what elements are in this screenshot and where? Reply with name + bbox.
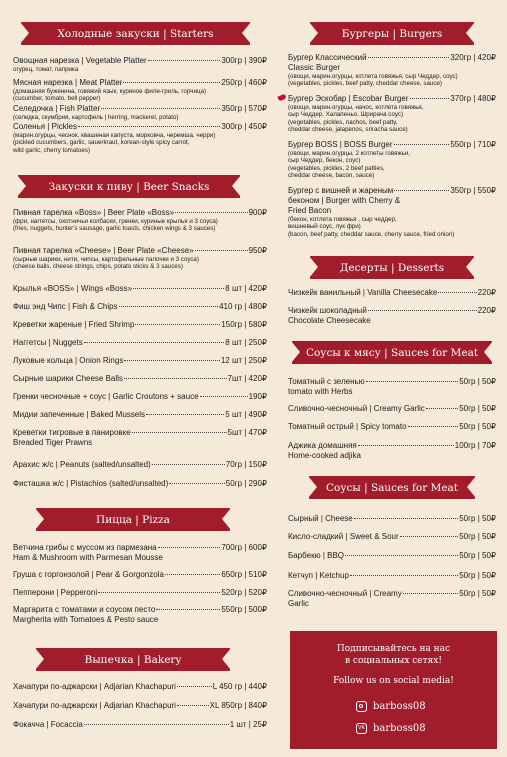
menu-item-price: 50гр | 50₽ (459, 422, 496, 431)
menu-item-price: L 450 гр | 440₽ (212, 682, 267, 691)
menu-item (288, 551, 496, 561)
menu-item (13, 208, 267, 233)
section-banner-meat-sauces: Соусы к мясу | Sauces for Meat (292, 341, 492, 364)
menu-item-price: 50гр | 50₽ (459, 514, 496, 523)
menu-item-name: Груша с горгонзолой | Pear & Gorgonzola (13, 570, 164, 579)
dot-leader (177, 686, 212, 687)
menu-item-name: Фисташка ж/с | Pistachios (salted/unsalted) (13, 479, 169, 488)
menu-item-name: Креветки тигровые в панировке (13, 428, 131, 437)
menu-item-line (13, 338, 267, 348)
dot-leader (146, 414, 224, 415)
menu-item-name: Бургер Эскобар | Escobar Burger (288, 94, 409, 103)
dot-leader (124, 360, 220, 361)
menu-item-line (288, 377, 496, 387)
menu-item (288, 532, 496, 542)
dot-leader (350, 575, 458, 576)
vk-handle: barboss08 (373, 723, 426, 734)
menu-item (288, 422, 496, 432)
dot-leader (124, 378, 227, 379)
menu-item-line (13, 479, 267, 489)
menu-item (13, 720, 267, 730)
vk-icon: VK (356, 723, 367, 734)
menu-item-price: 550гр | 710₽ (450, 140, 496, 149)
menu-item-line (288, 140, 496, 150)
menu-item-name: Селедочка | Fish Platter (13, 104, 101, 113)
menu-item-line (288, 441, 496, 451)
menu-item (288, 140, 496, 180)
menu-item-name: Сливочно-чесночный | Creamy (288, 589, 402, 598)
menu-item-price: 190₽ (248, 392, 267, 401)
social-promo (290, 631, 497, 749)
dot-leader (175, 212, 248, 213)
menu-item-price: 950₽ (248, 246, 267, 255)
menu-item-line (13, 428, 267, 438)
dot-leader (426, 408, 458, 409)
dot-leader (438, 292, 476, 293)
chili-pepper-icon (277, 94, 286, 102)
menu-item-line (13, 56, 267, 66)
menu-item-price: 50гр | 50₽ (459, 377, 496, 386)
menu-item (13, 682, 267, 692)
menu-item-line (13, 320, 267, 330)
menu-item-name: Пивная тарелка «Boss» | Beer Plate «Boss» (13, 208, 175, 217)
menu-item (13, 410, 267, 420)
menu-item-description: (vegetables, pickles, 2 beef patties, (288, 164, 385, 172)
menu-item-description: (бекон, котлета говяжья , сыр чеддер, (288, 216, 397, 223)
dot-leader (101, 108, 220, 109)
menu-item-description: cheddar cheese, bacon, sauce) (288, 172, 375, 180)
menu-item-price: 50гр | 290₽ (225, 479, 267, 488)
menu-item-description: вишневый соус, лук фри) (288, 223, 361, 231)
menu-item (13, 320, 267, 330)
menu-item-price: 5 шт | 490₽ (225, 410, 267, 419)
menu-item (13, 460, 267, 470)
dot-leader (84, 342, 225, 343)
menu-item (288, 288, 496, 298)
menu-item-name-continued: tomato with Herbs (288, 387, 353, 396)
menu-item-line (13, 208, 267, 218)
menu-item-line (13, 392, 267, 402)
menu-item-line (288, 589, 496, 599)
menu-item-description: сыр Чеддер, бекон, соус) (288, 157, 361, 165)
menu-item-description: (овощи, марин.огурцы, начос, котлета говяжья, (288, 104, 424, 111)
menu-item-price: 350гр | 570₽ (221, 104, 267, 113)
dot-leader (84, 724, 229, 725)
menu-item-name: Кисло-сладкий | Sweet & Sour (288, 532, 399, 541)
dot-leader (158, 547, 221, 548)
menu-item-name-continued: Fried Bacon (288, 206, 332, 215)
menu-item-line (13, 570, 267, 580)
menu-item (288, 306, 496, 326)
menu-item (13, 104, 267, 121)
promo-line-3: Follow us on social media! (333, 676, 454, 686)
menu-item-price: 70гр | 150₽ (225, 460, 267, 469)
menu-item (13, 392, 267, 402)
menu-item-line (13, 460, 267, 470)
dot-leader (366, 381, 459, 382)
dot-leader (408, 426, 459, 427)
menu-item-description: (cheese balls, cheese strings, chips, potato sticks & 3 sauces) (13, 263, 183, 271)
menu-item-price: 370гр | 480₽ (450, 94, 496, 103)
dot-leader (133, 288, 224, 289)
menu-item (13, 246, 267, 271)
menu-item-name: Фиш энд Чипс | Fish & Chips (13, 302, 118, 311)
dot-leader (400, 536, 459, 537)
menu-item-price: 12 шт | 250₽ (220, 356, 267, 365)
section-banner-burgers: Бургеры | Burgers (310, 22, 474, 45)
menu-item-line (13, 284, 267, 294)
dot-leader (123, 82, 220, 83)
menu-item-line (13, 588, 267, 598)
dot-leader (152, 464, 225, 465)
menu-item-line (288, 288, 496, 298)
dot-leader (410, 98, 450, 99)
dot-leader (177, 705, 209, 706)
menu-item-name: Хачапури по-аджарски | Adjarian Khachapuri (13, 701, 176, 710)
menu-item-name: Сливочно-чесночный | Creamy Garlic (288, 404, 425, 413)
menu-item-price: 900₽ (248, 208, 267, 217)
menu-item-description: огурец, томат, паприка (13, 66, 79, 73)
menu-item-price: 300гр | 390₽ (221, 56, 267, 65)
menu-item-price: 1 шт | 25₽ (229, 720, 267, 729)
menu-item-line (13, 682, 267, 692)
menu-item-name: Хачапури по-аджарски | Adjarian Khachapuri (13, 682, 176, 691)
menu-item-name: Наггетсы | Nuggets (13, 338, 83, 347)
menu-item-price: 700гр | 600₽ (221, 543, 267, 552)
menu-item-price: 50гр | 50₽ (459, 404, 496, 413)
section-banner-sauces: Соусы | Sauces for Meat (309, 476, 475, 499)
dot-leader (354, 518, 459, 519)
dot-leader (132, 432, 227, 433)
menu-item-line (288, 571, 496, 581)
dot-leader (98, 592, 220, 593)
menu-item-name: Луковые кольца | Onion Rings (13, 356, 124, 365)
menu-item (13, 479, 267, 489)
menu-item-line (288, 306, 496, 316)
menu-item-name-continued: беконом | Burger with Cherry & (288, 196, 401, 205)
menu-item-name-continued: Chocolate Cheesecake (288, 316, 371, 325)
vk-link[interactable] (356, 723, 426, 734)
dot-leader (119, 306, 219, 307)
menu-item (13, 543, 267, 563)
menu-item-price: 520гр | 520₽ (221, 588, 267, 597)
menu-item-price: 320гр | 420₽ (450, 53, 496, 62)
menu-item-name-continued: Home-cooked adjika (288, 451, 361, 460)
menu-item-name: Гренки чесночные + соус | Garlic Croutons + sauce (13, 392, 199, 401)
menu-item (13, 428, 267, 448)
menu-item-price: 350гр | 550₽ (450, 186, 496, 195)
menu-item-name: Фокачча | Focaccia (13, 720, 83, 729)
menu-item-description: (fries, nuggets, hunter's sausage, garlic toasts, chicken wings & 3 sauces) (13, 225, 216, 233)
menu-item-line (13, 78, 267, 88)
dot-leader (78, 126, 220, 127)
menu-item-name: Овощная нарезка | Vegetable Platter (13, 56, 147, 65)
section-banner-pizza: Пицца | Pizza (36, 508, 230, 531)
menu-item-line (288, 532, 496, 542)
menu-item-description: (cucumber, tomato, bell pepper) (13, 95, 101, 103)
menu-item-price: 50гр | 50₽ (459, 571, 496, 580)
menu-item-line (288, 186, 496, 196)
dot-leader (358, 445, 454, 446)
dot-leader (200, 396, 248, 397)
menu-item (288, 441, 496, 461)
menu-item (13, 588, 267, 598)
menu-item-line (13, 356, 267, 366)
menu-item (13, 302, 267, 312)
section-banner-bakery: Выпечка | Bakery (36, 648, 230, 671)
menu-item-price: XL 850гр | 840₽ (209, 701, 267, 710)
menu-item-price: 220₽ (477, 306, 496, 315)
dot-leader (169, 483, 225, 484)
promo-line-1: Подписывайтесь на нас (336, 644, 451, 654)
menu-item (13, 356, 267, 366)
menu-item-name: Маргарита с томатами и соусом песто (13, 605, 156, 614)
menu-item (13, 374, 267, 384)
menu-item (288, 53, 496, 88)
section-banner-starters: Холодные закуски | Starters (21, 22, 250, 45)
promo-line-2: в социальных сетях! (345, 656, 442, 666)
dot-leader (394, 144, 450, 145)
menu-item-name: Пепперони | Pepperoni (13, 588, 98, 597)
menu-item-line (13, 302, 267, 312)
menu-item-line (288, 551, 496, 561)
menu-item-description: (овощи, марин.огурцы, 2 котлеты говяжьи, (288, 150, 410, 157)
menu-item (288, 404, 496, 414)
menu-item (13, 284, 267, 294)
menu-item-description: (селедка, скумбрия, картофель | herring, mackerel, potato) (13, 114, 179, 121)
menu-item-line (13, 122, 267, 132)
menu-item-name: Чизкейк шоколадный (288, 306, 367, 315)
menu-item-name-continued: Margherita with Tomatoes & Pesto sauce (13, 615, 159, 624)
menu-item-description: (pickled cucumbers, garlic, sauerkraut, korean-style spicy carrot, (13, 139, 190, 147)
menu-item-line (288, 404, 496, 414)
menu-item-price: 550гр | 500₽ (221, 605, 267, 614)
menu-item-line (13, 374, 267, 384)
menu-item-price: 5шт | 470₽ (227, 428, 267, 437)
menu-item-description: (bacon, beef patty, cheddar sauce, cherry sauce, fried onion) (288, 230, 455, 238)
menu-item-price: 650гр | 510₽ (221, 570, 267, 579)
menu-item-name: Аджика домашняя (288, 441, 357, 450)
menu-item (288, 377, 496, 397)
menu-item-line (13, 543, 267, 553)
menu-item-description: (сырные шарики, нити, чипсы, картофельные палочки и 3 соуса) (13, 256, 199, 263)
menu-item-price: 50гр | 50₽ (459, 551, 496, 560)
menu-item-name: Сырный | Cheese (288, 514, 353, 523)
menu-item-name: Мидии запеченные | Baked Mussels (13, 410, 146, 419)
menu-item-line (288, 514, 496, 524)
menu-item-name: Мясная нарезка | Meat Platter (13, 78, 123, 87)
menu-item-description: cheddar cheese, jalapenos, sriracha sauce) (288, 126, 408, 134)
instagram-link[interactable] (356, 701, 426, 712)
menu-item (13, 78, 267, 103)
dot-leader (148, 60, 221, 61)
menu-item-line (13, 410, 267, 420)
dot-leader (394, 190, 449, 191)
menu-item (288, 514, 496, 524)
menu-item-price: 50гр | 50₽ (459, 532, 496, 541)
menu-item-name-continued: Ham & Mushroom with Parmesan Mousse (13, 553, 163, 562)
menu-item-description: (vegetables, pickles, nachos, beef patty, (288, 118, 398, 126)
menu-item-line (13, 104, 267, 114)
menu-item-description: wild garlic, cherry tomatoes) (13, 146, 91, 154)
menu-item (13, 701, 267, 711)
menu-item-name: Пивная тарелка «Cheese» | Beer Plate «Cheese» (13, 246, 194, 255)
menu-item-line (288, 53, 496, 63)
instagram-handle: barboss08 (373, 701, 426, 712)
menu-item-name-continued: Garlic (288, 599, 309, 608)
menu-item (13, 570, 267, 580)
menu-item-description: (овощи, марин.огурцы, котлета говяжья, сыр Чеддер, соус) (288, 73, 458, 80)
menu-item-line (288, 94, 496, 104)
dot-leader (345, 555, 458, 556)
menu-item-name-continued: Classic Burger (288, 63, 341, 72)
section-banner-desserts: Десерты | Desserts (310, 256, 474, 279)
menu-item-price: 150гр | 580₽ (221, 320, 267, 329)
menu-item-line (13, 720, 267, 730)
menu-item-price: 250гр | 460₽ (221, 78, 267, 87)
dot-leader (368, 310, 477, 311)
menu-item-price: 100гр | 70₽ (454, 441, 496, 450)
menu-item (13, 605, 267, 625)
menu-item (288, 589, 496, 609)
menu-item (13, 122, 267, 154)
menu-item-line (13, 605, 267, 615)
dot-leader (403, 593, 459, 594)
menu-item-line (13, 246, 267, 256)
menu-item-price: 7шт | 420₽ (227, 374, 267, 383)
section-banner-beer: Закуски к пиву | Beer Snacks (18, 175, 240, 198)
menu-item-price: 8 шт | 250₽ (225, 338, 267, 347)
dot-leader (135, 324, 220, 325)
dot-leader (368, 57, 450, 58)
dot-leader (165, 574, 220, 575)
menu-item-name: Крылья «BOSS» | Wings «Boss» (13, 284, 133, 293)
menu-item-name: Ветчина грибы с муссом из пармезана (13, 543, 157, 552)
menu-item-name: Креветки жареные | Fried Shrimp (13, 320, 135, 329)
menu-item (13, 338, 267, 348)
menu-item-name: Томатный острый | Spicy tomato (288, 422, 407, 431)
menu-item-name: Кетчуп | Ketchup (288, 571, 349, 580)
menu-item-name: Бургер с вишней и жареным (288, 186, 394, 195)
menu-item-description: (марин.огурцы, чеснок, квашеная капуста, морковча, черемша, черри) (13, 132, 216, 139)
menu-item-price: 50гр | 50₽ (459, 589, 496, 598)
menu-item-description: (vegetables, pickles, beef patty, cheddar cheese, sauce) (288, 80, 442, 88)
menu-item (288, 186, 496, 238)
menu-item-price: 300гр | 450₽ (221, 122, 267, 131)
menu-item-name: Бургер Классический (288, 53, 367, 62)
menu-item-name: Сырные шарики Cheese Balls (13, 374, 123, 383)
dot-leader (156, 609, 220, 610)
menu-item-line (288, 422, 496, 432)
menu-item-description: сыр Чеддер, Халапеньо, Шрирача соус) (288, 111, 404, 119)
menu-item-name-continued: Breaded Tiger Prawns (13, 438, 93, 447)
menu-item (288, 94, 496, 134)
menu-item (13, 56, 267, 73)
menu-item-line (13, 701, 267, 711)
instagram-icon (356, 701, 367, 712)
menu-item-name: Арахис ж/с | Peanuts (salted/unsalted) (13, 460, 151, 469)
dot-leader (195, 250, 248, 251)
menu-item-price: 220₽ (477, 288, 496, 297)
menu-item-description: (фри, наггетсы, охотничьи колбаски, гренки, куриные крылья и 3 соуса) (13, 218, 218, 225)
menu-item (288, 571, 496, 581)
menu-item-name: Чизкейк ванильный | Vanilla Cheesecake (288, 288, 438, 297)
menu-item-name: Томатный с зеленью (288, 377, 365, 386)
menu-item-name: Бургер BOSS | BOSS Burger (288, 140, 393, 149)
menu-item-description: (домашняя буженина, говяжий язык, куриное филе-гриль, горчица) (13, 88, 207, 95)
menu-item-name: Барбекю | BBQ (288, 551, 345, 560)
menu-item-price: 410 гр | 480₽ (219, 302, 267, 311)
menu-item-name: Соленья | Pickles (13, 122, 77, 131)
menu-item-price: 8 шт | 420₽ (225, 284, 267, 293)
